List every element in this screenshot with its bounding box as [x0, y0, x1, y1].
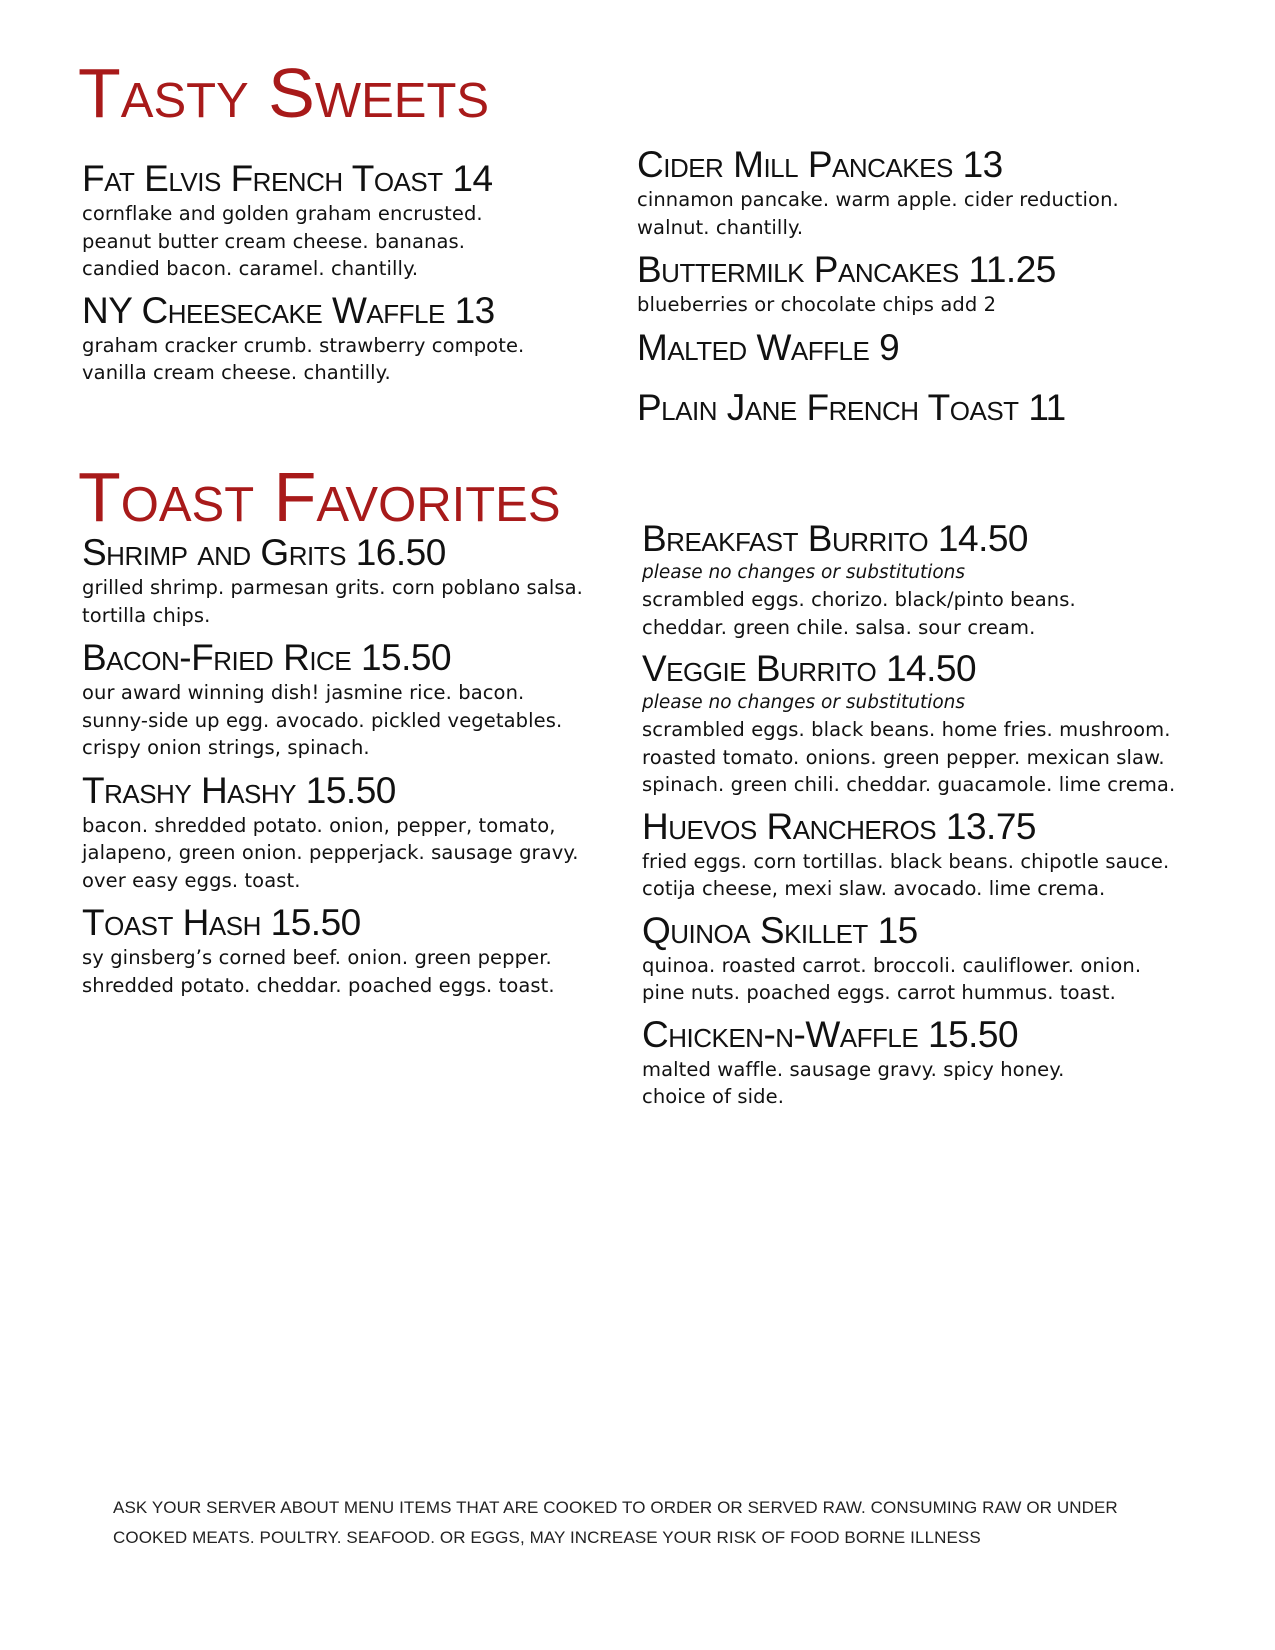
menu-item: [82, 902, 642, 999]
menu-item-description-line: cheddar. green chile. salsa. sour cream.: [642, 615, 1036, 639]
menu-item-description-line: cotija cheese, mexi slaw. avocado. lime crema.: [642, 877, 1106, 900]
menu-item-description-line: choice of side.: [642, 1085, 784, 1108]
menu-item: [82, 770, 642, 895]
menu-item-description-line: spinach. green chili. cheddar. guacamole. lime crema.: [642, 773, 1176, 796]
menu-item-description-line: crispy onion strings, spinach.: [82, 736, 370, 759]
menu-item-description: [642, 716, 1252, 799]
menu-item-description: [82, 679, 642, 762]
menu-item-description-line: bacon. shredded potato. onion, pepper, tomato,: [82, 813, 556, 837]
menu-item-name: Huevos Rancheros 13.75: [642, 805, 1036, 847]
menu-item-description: [82, 200, 642, 283]
menu-item-description: [642, 586, 1252, 641]
menu-item: [637, 144, 1237, 241]
menu-item: [637, 387, 1237, 429]
menu-item-name: Buttermilk Pancakes 11.25: [637, 249, 1056, 290]
menu-item-name: Malted Waffle 9: [637, 326, 900, 368]
menu-item: [82, 158, 642, 283]
menu-item-description-line: jalapeno, green onion. pepperjack. sausage gravy.: [82, 841, 579, 864]
menu-item: [637, 249, 1237, 319]
menu-item-description-line: our award winning dish! jasmine rice. bacon.: [82, 681, 525, 704]
section-title-toast-favorites: Toast Favorites: [78, 458, 561, 536]
menu-item-description-line: tortilla chips.: [82, 603, 211, 627]
menu-item-description-line: grilled shrimp. parmesan grits. corn poblano salsa.: [82, 576, 583, 599]
menu-item-description: [642, 952, 1252, 1007]
menu-item-description: [82, 944, 642, 999]
menu-item-description-line: cinnamon pancake. warm apple. cider reduction.: [637, 188, 1119, 211]
menu-item-name: Cider Mill Pancakes 13: [637, 144, 1003, 185]
menu-item-description-line: malted waffle. sausage gravy. spicy honey.: [642, 1057, 1065, 1081]
disclaimer-line: COOKED MEATS. POULTRY. SEAFOOD. OR EGGS, MAY INCREASE YOUR RISK OF FOOD BORNE ILLNESS: [113, 1528, 981, 1547]
menu-item: [642, 910, 1252, 1007]
menu-item: [82, 532, 642, 629]
menu-item-name: Trashy Hashy 15.50: [82, 769, 396, 811]
menu-item: [642, 806, 1252, 903]
menu-item-name: Veggie Burrito 14.50: [642, 648, 977, 689]
menu-item: [642, 518, 1252, 641]
menu-item-description-line: cornflake and golden graham encrusted.: [82, 202, 483, 225]
menu-item-description-line: over easy eggs. toast.: [82, 868, 301, 892]
menu-item-name: Breakfast Burrito 14.50: [642, 518, 1029, 559]
menu-item-description-line: peanut butter cream cheese. bananas.: [82, 229, 466, 253]
menu-item-description: [642, 1056, 1252, 1111]
tasty-sweets-left-column: [82, 158, 642, 387]
menu-item-description-line: scrambled eggs. black beans. home fries. mushroom.: [642, 718, 1171, 741]
menu-item-description-line: sunny-side up egg. avocado. pickled vegetables.: [82, 708, 563, 732]
section-title-tasty-sweets: Tasty Sweets: [78, 54, 490, 132]
menu-item-name: Chicken-n-Waffle 15.50: [642, 1013, 1019, 1055]
menu-item: [82, 637, 642, 762]
menu-item-description-line: scrambled eggs. chorizo. black/pinto beans.: [642, 588, 1076, 611]
menu-item-description: [637, 291, 1237, 319]
disclaimer-line: ASK YOUR SERVER ABOUT MENU ITEMS THAT ARE COOKED TO ORDER OR SERVED RAW. CONSUMING RAW OR UNDER: [113, 1498, 1118, 1517]
menu-item: [642, 648, 1252, 799]
menu-item-name: Plain Jane French Toast 11: [637, 386, 1066, 428]
food-safety-disclaimer: [113, 1493, 1163, 1553]
menu-item-description: [82, 332, 642, 387]
menu-item-note: please no changes or substitutions: [642, 562, 966, 583]
menu-item-description: [82, 574, 642, 629]
menu-item-description-line: roasted tomato. onions. green pepper. mexican slaw.: [642, 745, 1165, 769]
toast-favorites-left-column: [82, 532, 642, 999]
menu-item-description-line: shredded potato. cheddar. poached eggs. toast.: [82, 973, 555, 997]
toast-favorites-right-column: [642, 518, 1252, 1111]
menu-item-description-line: graham cracker crumb. strawberry compote.: [82, 333, 525, 357]
menu-item-name: Shrimp and Grits 16.50: [82, 532, 446, 573]
menu-item: [637, 327, 1237, 369]
menu-item-description: [82, 812, 642, 895]
menu-item-name: Fat Elvis French Toast 14: [82, 158, 493, 199]
menu-item-name: Bacon-Fried Rice 15.50: [82, 637, 452, 678]
menu-item-description-line: quinoa. roasted carrot. broccoli. cauliflower. onion.: [642, 953, 1142, 977]
menu-item: [642, 1014, 1252, 1111]
menu-item-description-line: blueberries or chocolate chips add 2: [637, 293, 997, 316]
tasty-sweets-right-column: [637, 144, 1237, 429]
menu-item-name: Quinoa Skillet 15: [642, 909, 918, 951]
menu-item-name: Toast Hash 15.50: [82, 902, 361, 943]
menu-item-note: please no changes or substitutions: [642, 692, 966, 713]
menu-item-description-line: candied bacon. caramel. chantilly.: [82, 257, 419, 280]
menu-item-description-line: vanilla cream cheese. chantilly.: [82, 361, 391, 384]
menu-item-description: [637, 186, 1237, 241]
menu-item-description-line: pine nuts. poached eggs. carrot hummus. toast.: [642, 981, 1116, 1004]
menu-item-description: [642, 848, 1252, 903]
menu-item: [82, 290, 642, 387]
menu-item-description-line: walnut. chantilly.: [637, 215, 804, 239]
menu-item-description-line: sy ginsberg’s corned beef. onion. green pepper.: [82, 946, 552, 969]
menu-item-description-line: fried eggs. corn tortillas. black beans. chipotle sauce.: [642, 849, 1170, 873]
menu-item-name: NY Cheesecake Waffle 13: [82, 289, 495, 331]
